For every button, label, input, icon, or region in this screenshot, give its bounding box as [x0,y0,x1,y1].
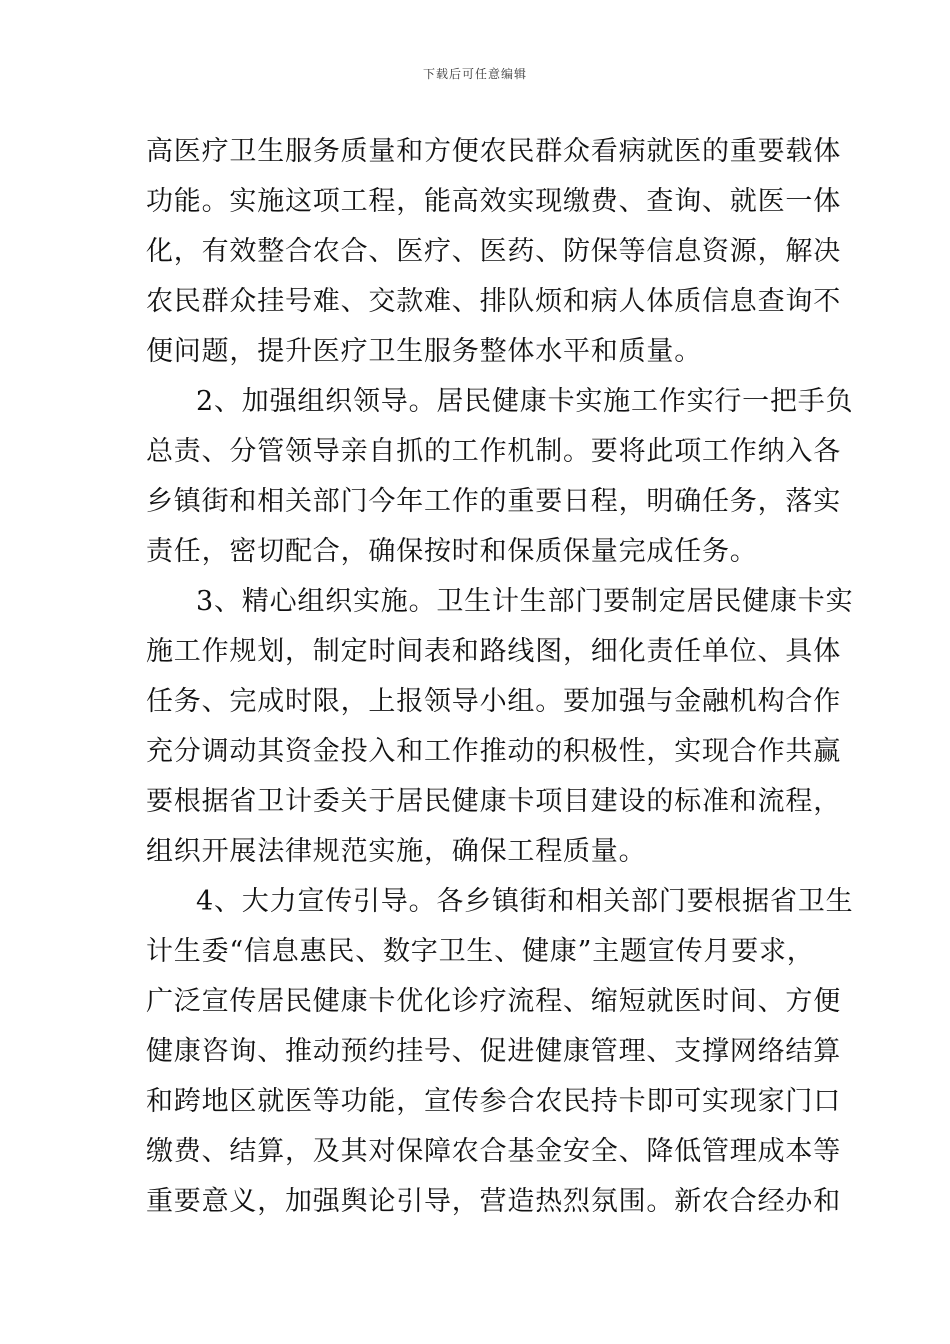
text-line: 功能。实施这项工程，能高效实现缴费、查询、就医一体 [146,186,841,217]
text-line: 充分调动其资金投入和工作推动的积极性，实现合作共赢 [146,736,841,767]
text-line: 要根据省卫计委关于居民健康卡项目建设的标准和流程， [146,786,841,817]
text-line: 化，有效整合农合、医疗、医药、防保等信息资源，解决 [146,236,841,267]
text-line: 健康咨询、推动预约挂号、促进健康管理、支撑网络结算 [146,1036,841,1067]
text-line: 乡镇街和相关部门今年工作的重要日程，明确任务，落实 [146,486,841,517]
text-line: 计生委“信息惠民、数字卫生、健康”主题宣传月要求， [146,936,815,967]
text-line: 任务、完成时限，上报领导小组。要加强与金融机构合作 [146,686,841,717]
text-line: 责任，密切配合，确保按时和保质保量完成任务。 [146,536,758,567]
text-line: 和跨地区就医等功能，宣传参合农民持卡即可实现家门口 [146,1086,841,1117]
paragraph-2-start: 2、加强组织领导。居民健康卡实施工作实行一把手负 [196,386,854,417]
text-line: 缴费、结算，及其对保障农合基金安全、降低管理成本等 [146,1136,841,1167]
text-line: 施工作规划，制定时间表和路线图，细化责任单位、具体 [146,636,841,667]
text-line: 组织开展法律规范实施，确保工程质量。 [146,836,647,867]
paragraph-3-start: 3、精心组织实施。卫生计生部门要制定居民健康卡实 [196,586,854,617]
text-line: 总责、分管领导亲自抓的工作机制。要将此项工作纳入各 [146,436,841,467]
text-line: 广泛宣传居民健康卡优化诊疗流程、缩短就医时间、方便 [146,986,841,1017]
text-line: 重要意义，加强舆论引导，营造热烈氛围。新农合经办和 [146,1186,841,1217]
text-line: 农民群众挂号难、交款难、排队烦和病人体质信息查询不 [146,286,841,317]
document-body [146,127,854,1227]
paragraph-4-start: 4、大力宣传引导。各乡镇街和相关部门要根据省卫生 [196,886,854,917]
text-line: 便问题，提升医疗卫生服务整体水平和质量。 [146,336,702,367]
page-header: 下载后可任意编辑 [422,67,527,81]
text-line: 高医疗卫生服务质量和方便农民群众看病就医的重要载体 [146,136,841,167]
